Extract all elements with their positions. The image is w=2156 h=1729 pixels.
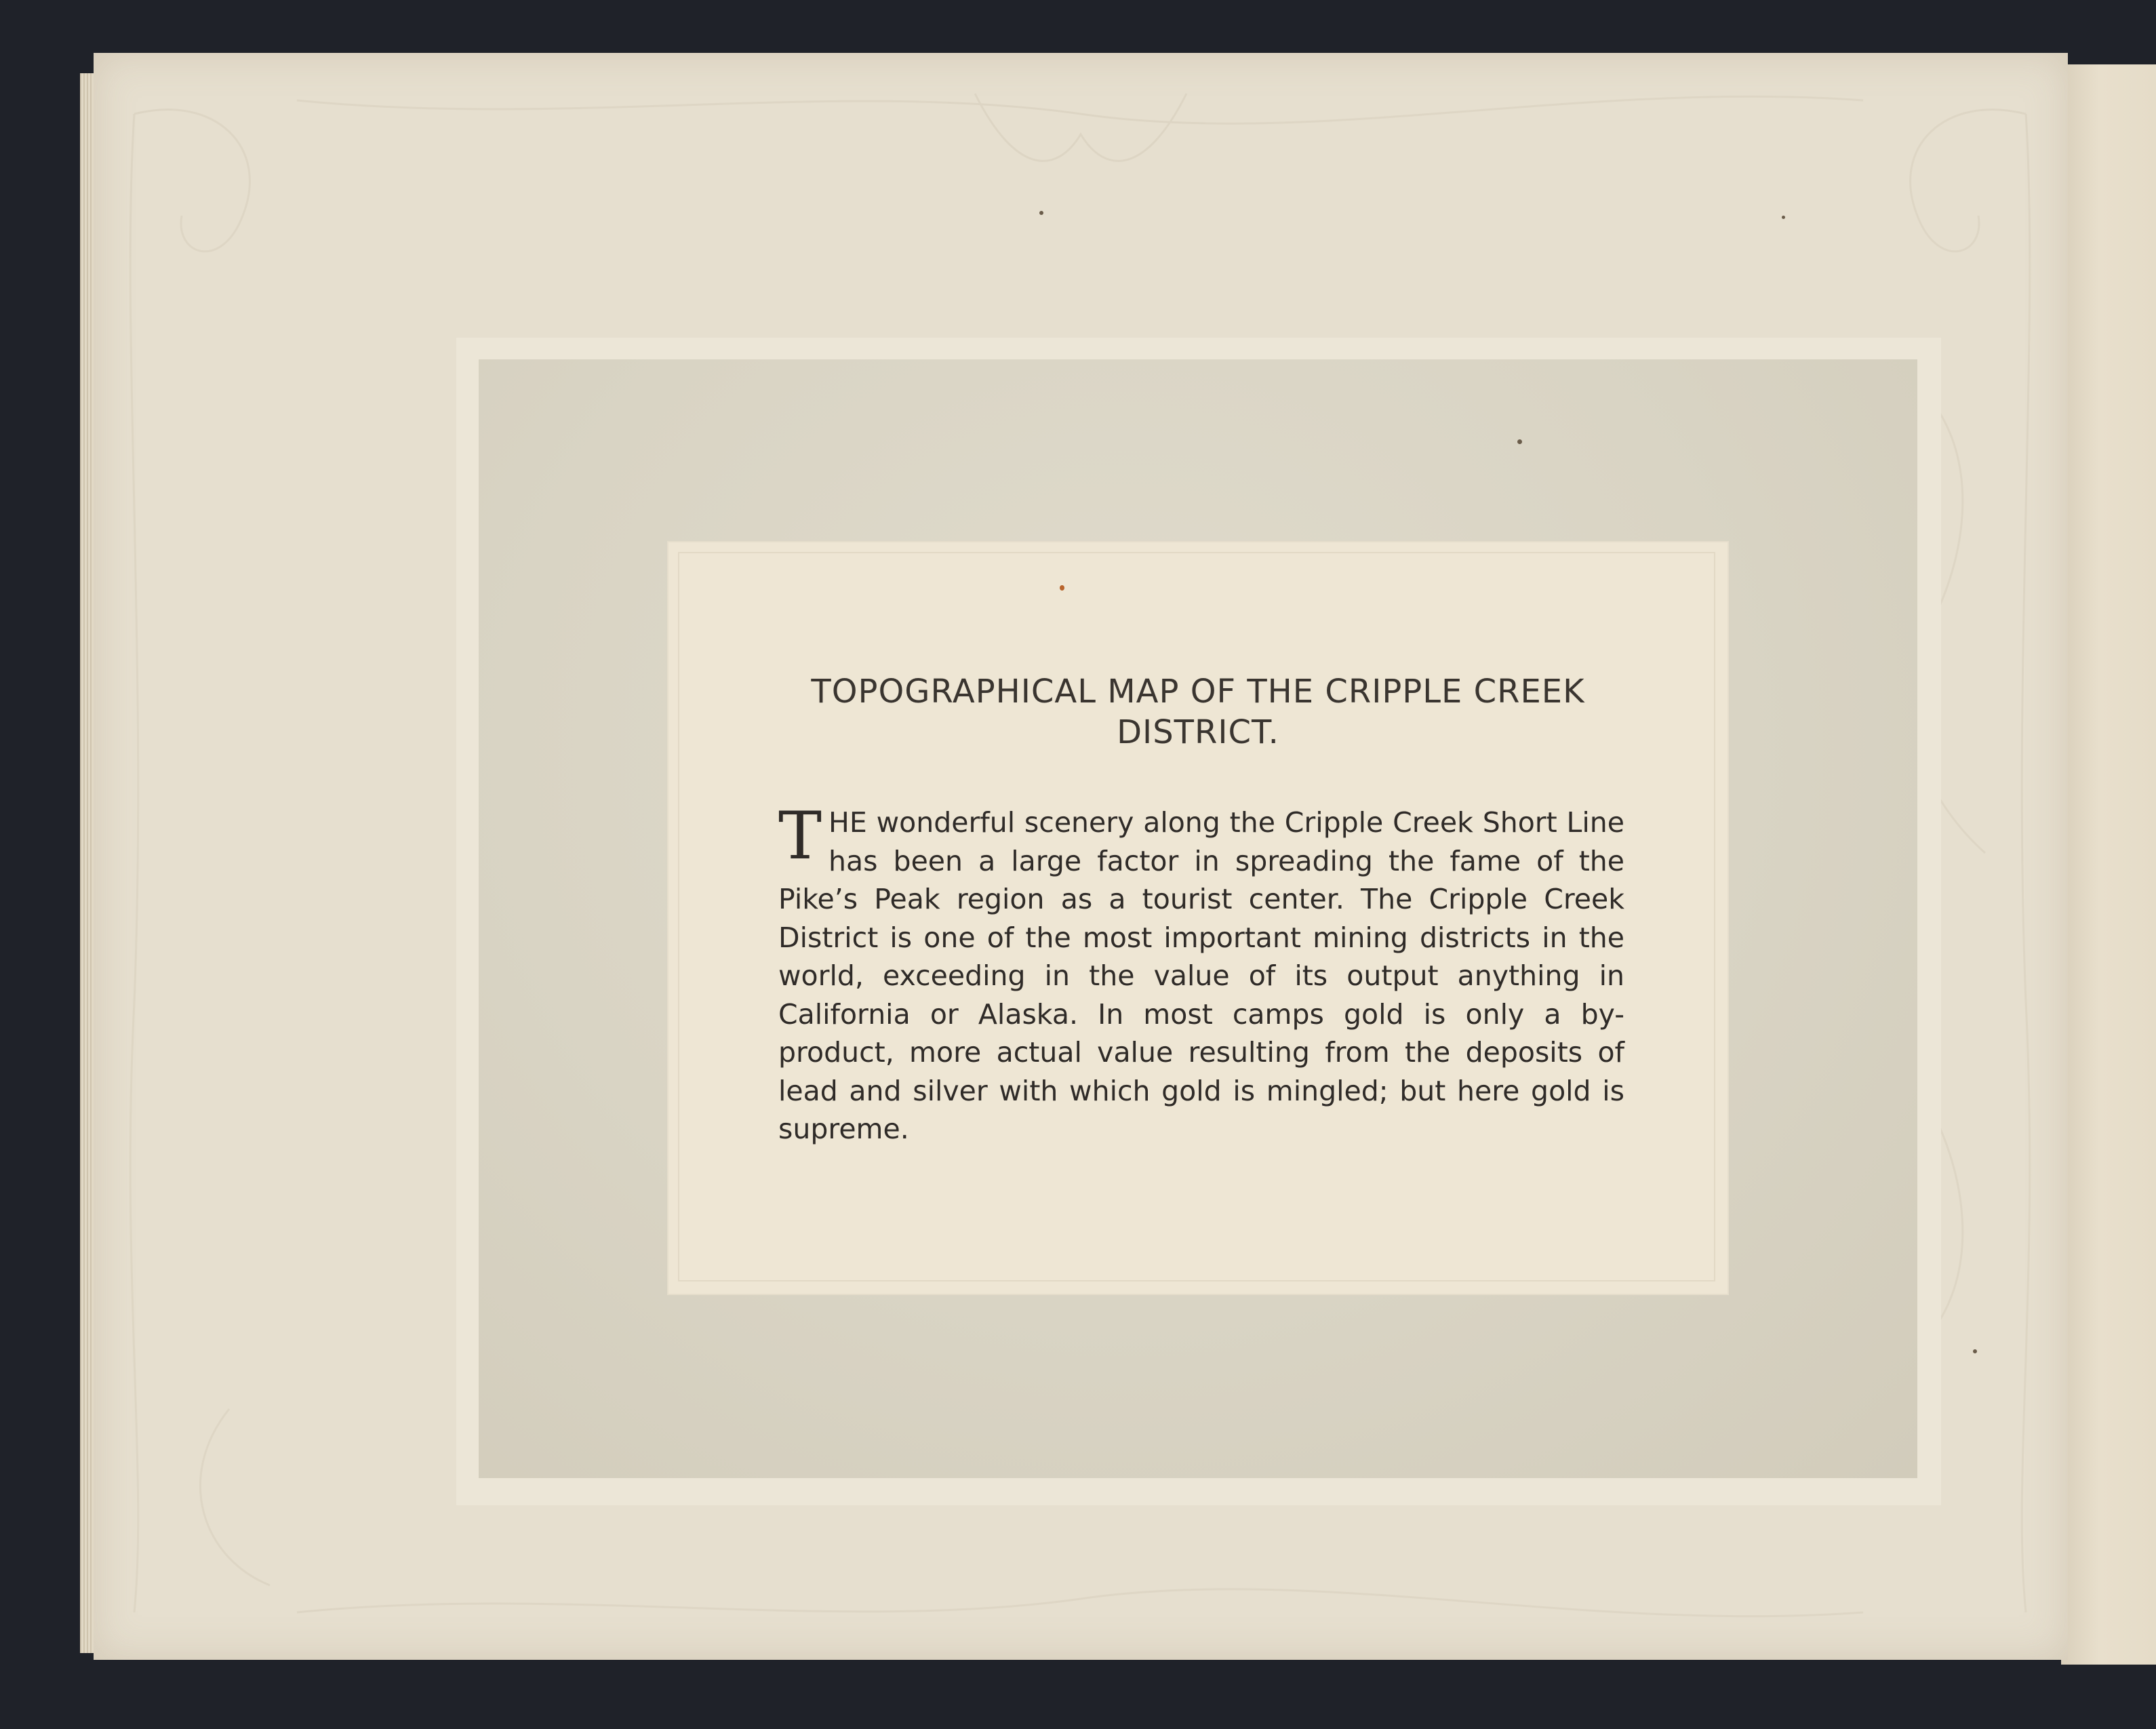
caption-title: TOPOGRAPHICAL MAP OF THE CRIPPLE CREEK DISTRICT.: [811, 673, 1585, 751]
facing-page-edge: [2061, 64, 2156, 1665]
caption-paragraph: [778, 798, 1624, 1149]
paper-speck: [1039, 211, 1043, 215]
paper-speck: [1060, 585, 1064, 591]
caption-body-text: HE wonderful scenery along the Cripple Creek Short Line has been a large factor in spreading the fame of the Pike’s Peak region as a tourist center. The Cripple Creek District is one of the most important mining districts in the world, exceeding in the value of its output anything in California or Alaska. In most camps gold is only a by-product, more actual value resulting from the deposits of lead and silver with which gold is mingled; but here gold is supreme.: [778, 806, 1624, 1145]
album-page: [94, 53, 2068, 1660]
drop-cap: T: [778, 798, 822, 874]
paper-speck: [1973, 1349, 1977, 1353]
paper-speck: [1517, 439, 1522, 444]
caption-card: [668, 542, 1728, 1294]
paper-speck: [1782, 216, 1785, 219]
